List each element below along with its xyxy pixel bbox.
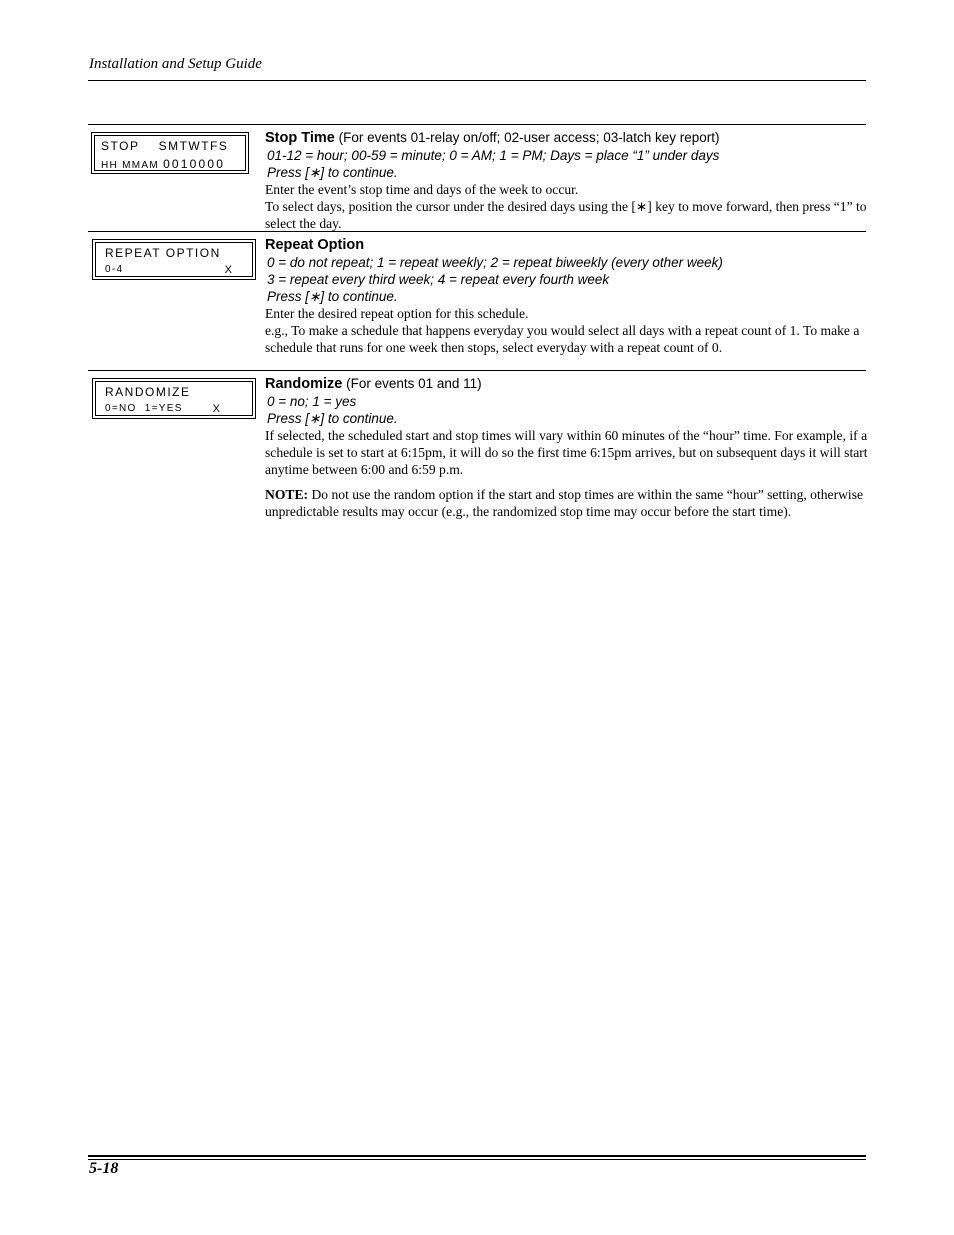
section-heading: Repeat Option bbox=[265, 237, 365, 253]
section-heading-note: (For events 01-relay on/off; 02-user access; 03-latch key report) bbox=[334, 130, 720, 145]
lcd-line-1: RANDOMIZE bbox=[105, 385, 191, 399]
option-line: 3 = repeat every third week; 4 = repeat every fourth week bbox=[267, 272, 610, 287]
note-text: Do not use the random option if the start and stop times are within the same “hour” setting, otherwise unpredictable results may occur (e.g., the randomized stop time may occur before the start time). bbox=[265, 487, 864, 519]
option-line: 0 = do not repeat; 1 = repeat weekly; 2 = repeat biweekly (every other week) bbox=[267, 255, 723, 270]
lcd-display-randomize bbox=[92, 378, 256, 419]
option-line: 01-12 = hour; 00-59 = minute; 0 = AM; 1 = PM; Days = place “1” under days bbox=[267, 148, 720, 163]
continue-instruction: Press [∗] to continue. bbox=[267, 411, 398, 426]
section-divider bbox=[88, 370, 866, 371]
continue-instruction: Press [∗] to continue. bbox=[267, 165, 398, 180]
footer-rule bbox=[88, 1159, 866, 1160]
description-paragraph: To select days, position the cursor under the desired days using the [∗] key to move forward, then press “1” to select the day. bbox=[265, 199, 867, 231]
section-heading-note: (For events 01 and 11) bbox=[342, 376, 482, 391]
header-title: Installation and Setup Guide bbox=[89, 56, 262, 72]
lcd-cursor-x: X bbox=[212, 403, 220, 415]
option-line: 0 = no; 1 = yes bbox=[267, 394, 357, 409]
lcd-display-stop-time bbox=[91, 132, 249, 174]
lcd-line-2-fields: HH MMAM bbox=[101, 160, 164, 171]
lcd-line-2 bbox=[101, 157, 225, 171]
lcd-display-repeat-option bbox=[92, 239, 256, 280]
section-repeat-option bbox=[265, 236, 869, 356]
section-heading: Randomize bbox=[265, 376, 343, 392]
header-rule bbox=[88, 80, 866, 81]
lcd-line-1: STOP SMTWTFS bbox=[101, 139, 229, 153]
lcd-line-2-days: 0010000 bbox=[163, 157, 226, 171]
continue-instruction: Press [∗] to continue. bbox=[267, 289, 398, 304]
section-heading: Stop Time bbox=[265, 130, 335, 146]
lcd-cursor-x: X bbox=[224, 264, 232, 276]
section-randomize bbox=[265, 375, 869, 520]
page-number: 5-18 bbox=[89, 1160, 119, 1177]
note-paragraph bbox=[265, 486, 869, 520]
footer-rule bbox=[88, 1155, 866, 1157]
lcd-line-2: 0=NO 1=YES bbox=[105, 403, 183, 414]
note-label: NOTE: bbox=[265, 487, 309, 502]
section-stop-time bbox=[265, 129, 869, 232]
description-paragraph: If selected, the scheduled start and stop times will vary within 60 minutes of the “hour” time. For example, if a schedule is set to start at 6:15pm, it will do so the first time 6:15pm arrives, but on subsequent days it will start anytime between 6:00 and 6:59 p.m. bbox=[265, 428, 868, 477]
section-divider bbox=[88, 124, 866, 125]
section-divider bbox=[88, 231, 866, 232]
lcd-line-1: REPEAT OPTION bbox=[105, 246, 221, 260]
description-paragraph: Enter the event’s stop time and days of the week to occur. bbox=[265, 182, 579, 197]
description-paragraph: Enter the desired repeat option for this schedule. bbox=[265, 306, 529, 321]
lcd-line-2: 0-4 bbox=[105, 264, 124, 275]
description-paragraph: e.g., To make a schedule that happens everyday you would select all days with a repeat count of 1. To make a schedule that runs for one week then stops, select everyday with a repeat count of 0. bbox=[265, 323, 860, 355]
